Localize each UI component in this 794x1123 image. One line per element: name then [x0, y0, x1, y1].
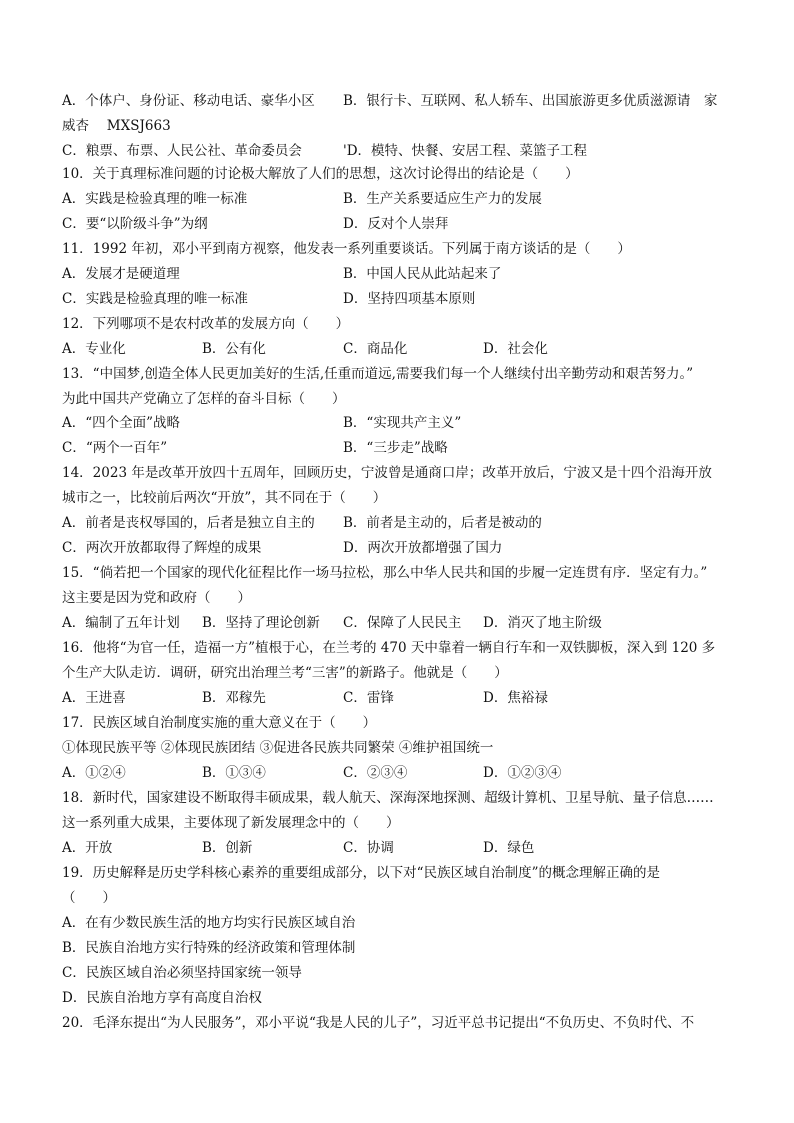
text-line: C．两次开放都取得了辉煌的成果 — [62, 540, 262, 556]
option-text: D．两次开放都增强了国力 — [343, 540, 503, 556]
option-text: C．②③④ — [343, 765, 408, 781]
option-text: B．公有化 — [202, 341, 266, 357]
text-line: C．民族区域自治必须坚持国家统一领导 — [62, 965, 302, 981]
text-line: 13．“中国梦,创造全体人民更加美好的生活,任重而道远,需要我们每一个人继续付出辛勤劳动和艰苦努力。” — [62, 366, 694, 382]
option-text: D．反对个人崇拜 — [343, 216, 449, 232]
text-line: A．王进喜 — [62, 690, 126, 706]
option-text: C．协调 — [343, 840, 394, 856]
option-text: B．生产关系要适应生产力的发展 — [343, 191, 542, 207]
text-line: A．①②④ — [62, 765, 126, 781]
text-line: 16．他将“为官一任，造福一方”植根于心，在兰考的 470 天中靠着一辆自行车和一双铁脚板，深入到 120 多 — [62, 640, 716, 656]
text-line: A．个体户、身份证、移动电话、豪华小区 — [62, 93, 315, 109]
text-line: C．实践是检验真理的唯一标准 — [62, 291, 248, 307]
text-line: 10．关于真理标准问题的讨论极大解放了人们的思想，这次讨论得出的结论是（ ） — [62, 166, 579, 182]
option-text: D．绿色 — [483, 840, 535, 856]
text-line: A．专业化 — [62, 341, 126, 357]
text-line: 威杏 MXSJ663 — [62, 118, 171, 134]
text-line: A．前者是丧权辱国的，后者是独立自主的 — [62, 515, 315, 531]
text-line: C．粮票、布票、人民公社、革命委员会 — [62, 143, 302, 159]
text-line: 17．民族区域自治制度实施的重大意义在于（ ） — [62, 715, 377, 731]
text-line: 18．新时代，国家建设不断取得丰硕成果，载人航天、深海深地探测、超级计算机、卫星导航、量子信息…… — [62, 790, 714, 806]
text-line: A．编制了五年计划 — [62, 615, 180, 631]
text-line: D．民族自治地方享有高度自治权 — [62, 990, 262, 1006]
option-text: C．商品化 — [343, 341, 408, 357]
option-text: B．银行卡、互联网、私人轿车、出国旅游更多优质滋源请 家 — [343, 93, 718, 109]
option-text: B．创新 — [202, 840, 253, 856]
option-text: B．①③④ — [202, 765, 266, 781]
text-line: B．民族自治地方实行特殊的经济政策和管理体制 — [62, 940, 356, 956]
option-text: B．前者是主动的，后者是被动的 — [343, 515, 542, 531]
text-line: 这一系列重大成果，主要体现了新发展理念中的（ ） — [62, 815, 400, 831]
option-text: B．“三步走”战略 — [343, 440, 448, 456]
text-line: 个生产大队走访．调研，研究出治理兰考“三害”的新路子。他就是（ ） — [62, 665, 508, 681]
text-line: A．开放 — [62, 840, 113, 856]
text-line: 20．毛泽东提出“为人民服务”，邓小平说“我是人民的儿子”，习近平总书记提出“不负历史、不负时代、不 — [62, 1015, 695, 1031]
option-text: D．社会化 — [483, 341, 548, 357]
text-line: A．在有少数民族生活的地方均实行民族区域自治 — [62, 915, 356, 931]
text-line: 为此中国共产党确立了怎样的奋斗目标（ ） — [62, 391, 346, 407]
text-line: 19．历史解释是历史学科核心素养的重要组成部分，以下对“民族区域自治制度”的概念理解正确的是 — [62, 865, 660, 881]
text-line: A．发展才是硬道理 — [62, 266, 180, 282]
option-text: B．“实现共产主义” — [343, 415, 462, 431]
text-line: C．要“以阶级斗争”为纲 — [62, 216, 208, 232]
option-text: C．雷锋 — [343, 690, 394, 706]
option-text: C．保障了人民民主 — [343, 615, 462, 631]
option-text: D．消灭了地主阶级 — [483, 615, 602, 631]
option-text: D．①②③④ — [483, 765, 562, 781]
text-line: 12．下列哪项不是农村改革的发展方向（ ） — [62, 316, 350, 332]
text-line: 11．1992 年初，邓小平到南方视察，他发表一系列重要谈话。下列属于南方谈话的是（ ） — [62, 241, 631, 257]
text-line: A．“四个全面”战略 — [62, 415, 181, 431]
option-text: D．坚持四项基本原则 — [343, 291, 476, 307]
text-line: 城市之一，比较前后两次“开放”，其不同在于（ ） — [62, 490, 387, 506]
option-text: 'D．模特、快餐、安居工程、菜篮子工程 — [343, 143, 588, 159]
option-text: D．焦裕禄 — [483, 690, 548, 706]
text-line: 14．2023 年是改革开放四十五周年，回顾历史，宁波曾是通商口岸；改革开放后，宁波又是十四个沿海开放 — [62, 465, 712, 481]
text-line: 这主要是因为党和政府（ ） — [62, 590, 251, 606]
text-line: A．实践是检验真理的唯一标准 — [62, 191, 248, 207]
option-text: B．坚持了理论创新 — [202, 615, 320, 631]
option-text: B．邓稼先 — [202, 690, 266, 706]
text-line: ①体现民族平等 ②体现民族团结 ③促进各民族共同繁荣 ④维护祖国统一 — [62, 740, 494, 756]
text-line: （ ） — [62, 890, 116, 906]
text-line: 15．“倘若把一个国家的现代化征程比作一场马拉松，那么中华人民共和国的步履一定连贯有序．坚定有力。” — [62, 565, 708, 581]
option-text: B．中国人民从此站起来了 — [343, 266, 502, 282]
text-line: C．“两个一百年” — [62, 440, 168, 456]
